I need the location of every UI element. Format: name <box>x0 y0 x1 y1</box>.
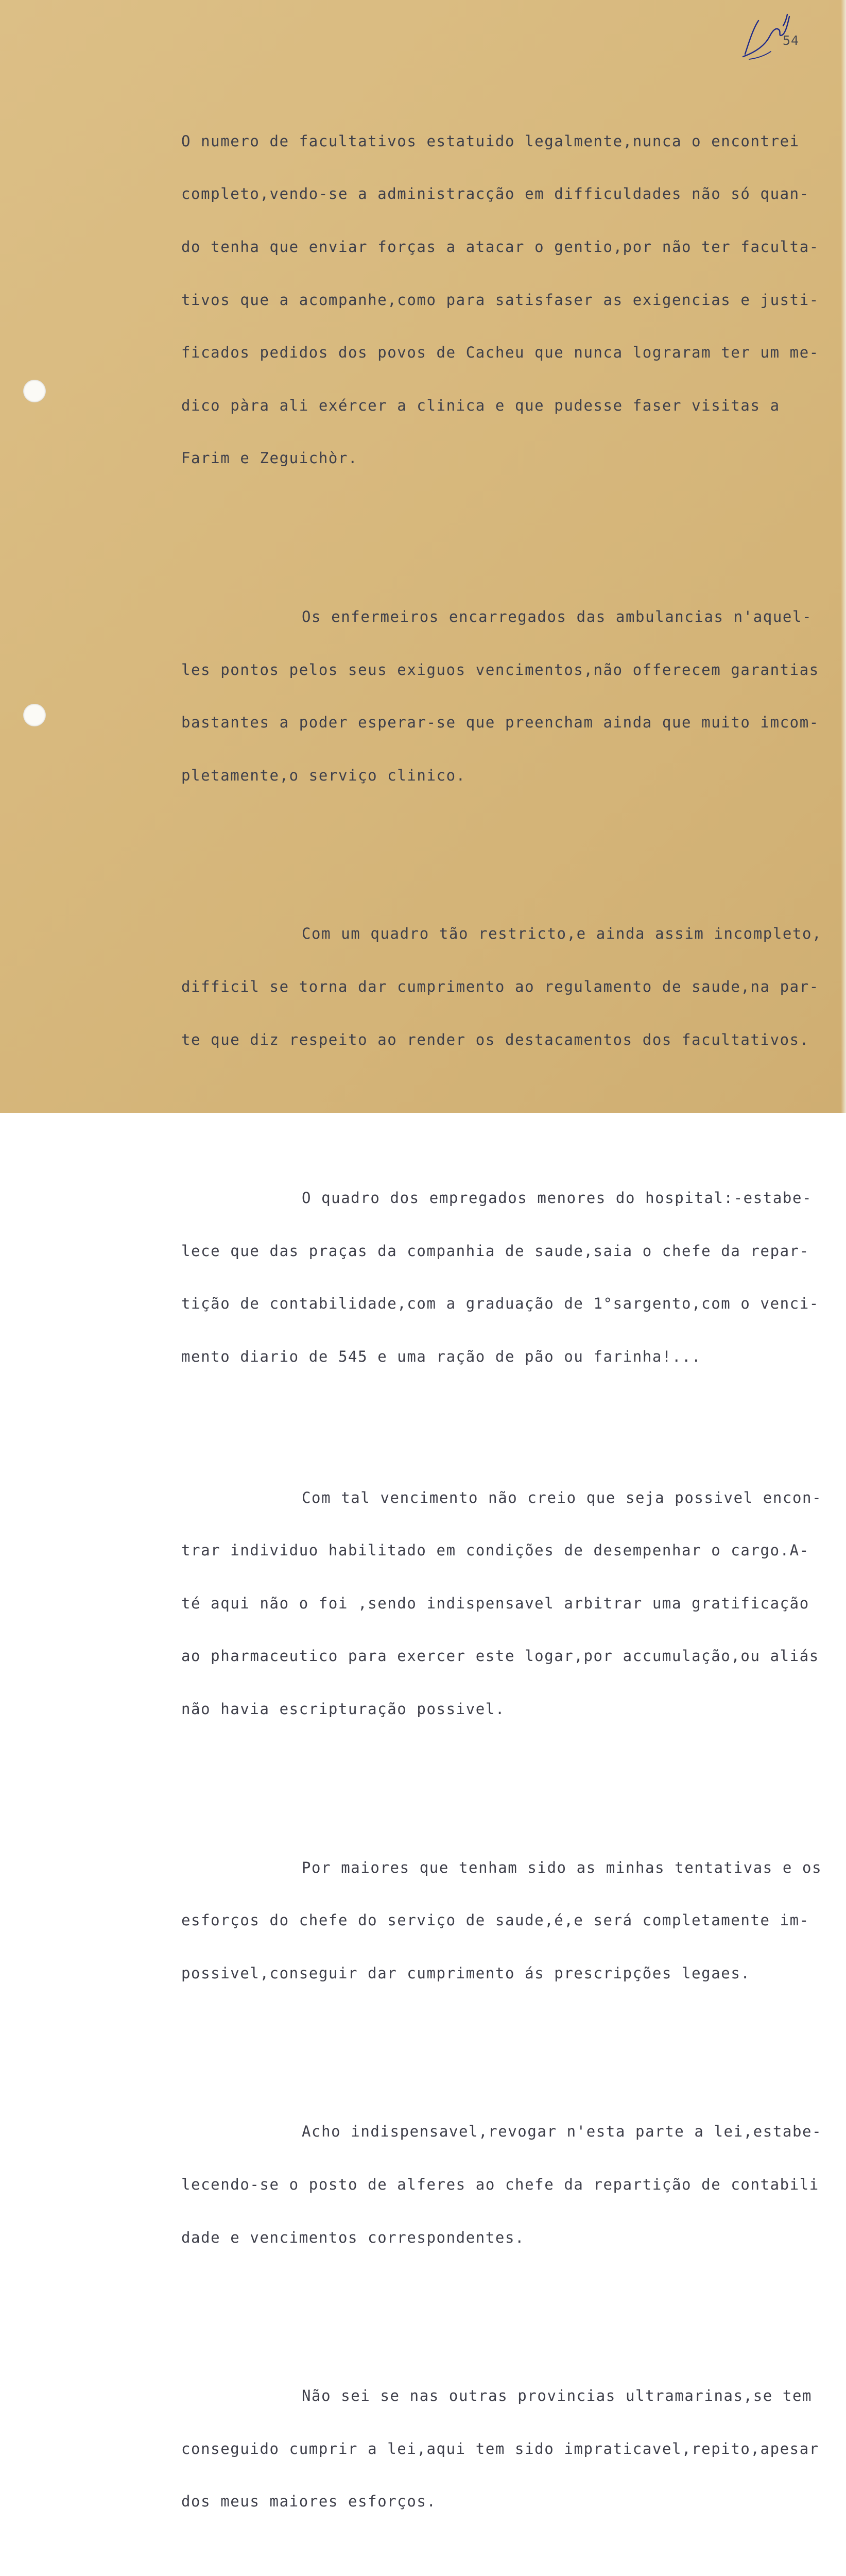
text-line: lecendo-se o posto de alferes ao chefe da repartição de contabili <box>181 2175 819 2193</box>
text-line: O numero de facultativos estatuido legalmente,nunca o encontrei <box>181 132 800 150</box>
text-line: Os enfermeiros encarregados das ambulancias n'aquel- <box>302 607 813 625</box>
page-number: 54 <box>783 33 800 48</box>
text-line: dos meus maiores esforços. <box>181 2493 437 2511</box>
punch-hole-bottom <box>23 704 46 726</box>
text-line: te que diz respeito ao render os destacamentos dos facultativos. <box>181 1030 809 1048</box>
text-line: conseguido cumprir a lei,aqui tem sido impraticavel,repito,apesar <box>181 2439 819 2458</box>
punch-hole-top <box>23 380 46 402</box>
text-line: Não sei se nas outras provincias ultramarinas,se tem <box>302 2387 813 2405</box>
text-line: possivel,conseguir dar cumprimento ás prescripções legaes. <box>181 1964 751 1982</box>
text-line: não havia escripturação possivel. <box>181 1700 505 1718</box>
text-line: dico pàra ali exércer a clinica e que pudesse faser visitas a <box>181 396 780 414</box>
text-line: Com um quadro tão restricto,e ainda assim incompleto, <box>302 925 822 943</box>
text-line: té aqui não o foi ,sendo indispensavel arbitrar uma gratificação <box>181 1594 809 1612</box>
text-line: Com tal vencimento não creio que seja possivel encon- <box>302 1488 822 1506</box>
text-line: difficil se torna dar cumprimento ao regulamento de saude,na par- <box>181 977 819 995</box>
text-line: completo,vendo-se a administracção em difficuldades não só quan- <box>181 185 809 203</box>
text-line: Por maiores que tenham sido as minhas tentativas e os <box>302 1858 822 1876</box>
paragraph-2 <box>181 573 840 820</box>
paragraph-6 <box>181 1823 840 2017</box>
text-line: pletamente,o serviço clinico. <box>181 766 466 784</box>
text-line: mento diario de 545 e uma ração de pão ou farinha!... <box>181 1347 702 1365</box>
paragraph-4 <box>181 1154 840 1401</box>
text-line: ao pharmaceutico para exercer este logar,por accumulação,ou aliás <box>181 1647 819 1665</box>
text-line: Farim e Zeguichòr. <box>181 449 358 467</box>
text-line: tivos que a acompanhe,como para satisfaser as exigencias e justi- <box>181 291 819 309</box>
paragraph-8 <box>181 2352 840 2546</box>
paragraph-3 <box>181 890 840 1083</box>
paragraph-5 <box>181 1453 840 1753</box>
paragraph-7 <box>181 2088 840 2281</box>
text-line: lece que das praças da companhia de saude,saia o chefe da repar- <box>181 1242 809 1260</box>
text-line: tição de contabilidade,com a graduação de 1°sargento,com o venci- <box>181 1295 819 1313</box>
text-line: ficados pedidos dos povos de Cacheu que nunca lograram ter um me- <box>181 344 819 362</box>
text-line: do tenha que enviar forças a atacar o gentio,por não ter faculta- <box>181 238 819 256</box>
text-line: Acho indispensavel,revogar n'esta parte a lei,estabe- <box>302 2123 822 2141</box>
letter-body <box>181 62 840 2576</box>
text-line: O quadro dos empregados menores do hospital:-estabe- <box>302 1189 813 1207</box>
text-line: bastantes a poder esperar-se que preencham ainda que muito imcom- <box>181 714 819 732</box>
text-line: esforços do chefe do serviço de saude,é,e será completamente im- <box>181 1911 809 1929</box>
paragraph-1 <box>181 97 840 502</box>
text-line: trar individuo habilitado em condições de desempenhar o cargo.A- <box>181 1541 809 1560</box>
text-line: les pontos pelos seus exiguos vencimentos,não offerecem garantias <box>181 660 819 679</box>
text-line: dade e vencimentos correspondentes. <box>181 2228 525 2246</box>
